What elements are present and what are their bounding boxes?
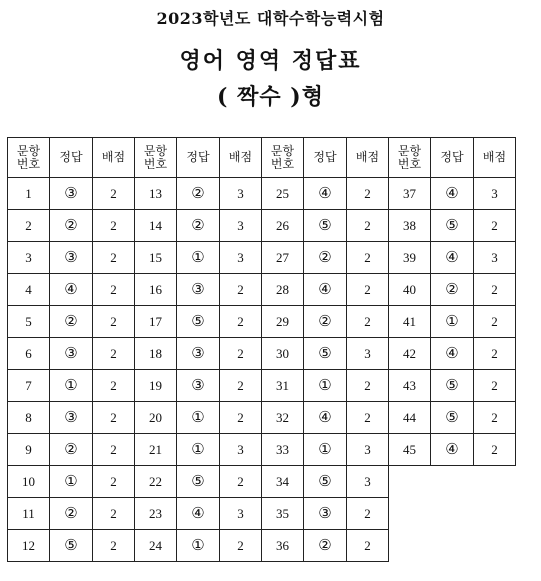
score-cell: 2 [93,338,135,370]
score-cell: 3 [474,242,516,274]
question-number: 25 [262,178,304,210]
question-number: 18 [135,338,177,370]
score-cell: 2 [347,242,389,274]
answer-cell: ⑤ [431,370,474,402]
answer-cell: ② [304,242,347,274]
answer-cell: ④ [304,178,347,210]
question-number: 34 [262,466,304,498]
question-number: 24 [135,530,177,562]
score-cell: 2 [93,402,135,434]
score-cell: 2 [220,466,262,498]
score-cell: 2 [93,498,135,530]
answer-cell: ④ [431,338,474,370]
answer-table [7,137,516,562]
empty-cell [389,498,516,530]
answer-cell: ④ [431,434,474,466]
score-cell: 2 [347,306,389,338]
question-number: 27 [262,242,304,274]
header-question-number: 문항 번호 [389,138,431,178]
score-cell: 2 [347,178,389,210]
score-cell: 2 [347,370,389,402]
score-cell: 2 [347,274,389,306]
answer-cell: ① [431,306,474,338]
answer-cell: ④ [431,178,474,210]
answer-cell: ③ [304,498,347,530]
header-score: 배점 [220,138,262,178]
answer-cell: ① [50,466,93,498]
answer-cell: ③ [50,242,93,274]
answer-cell: ③ [177,370,220,402]
question-number: 3 [8,242,50,274]
answer-cell: ⑤ [304,466,347,498]
question-number: 4 [8,274,50,306]
answer-cell: ② [177,178,220,210]
answer-cell: ④ [431,242,474,274]
answer-cell: ③ [50,178,93,210]
answer-cell: ④ [50,274,93,306]
score-cell: 2 [93,434,135,466]
question-number: 37 [389,178,431,210]
score-cell: 2 [220,370,262,402]
score-cell: 2 [347,402,389,434]
table-row [8,178,516,210]
empty-cell [389,466,516,498]
question-number: 29 [262,306,304,338]
answer-cell: ② [50,306,93,338]
answer-cell: ① [50,370,93,402]
score-cell: 2 [347,210,389,242]
question-number: 45 [389,434,431,466]
question-number: 21 [135,434,177,466]
question-number: 7 [8,370,50,402]
question-number: 11 [8,498,50,530]
score-cell: 2 [474,402,516,434]
score-cell: 3 [347,338,389,370]
score-cell: 2 [220,306,262,338]
answer-cell: ① [177,530,220,562]
answer-cell: ② [304,530,347,562]
exam-title: 2023학년도 대학수학능력시험 [156,9,385,28]
question-number: 23 [135,498,177,530]
score-cell: 2 [93,210,135,242]
question-number: 19 [135,370,177,402]
answer-cell: ① [177,402,220,434]
header-answer: 정답 [177,138,220,178]
answer-cell: ③ [50,402,93,434]
question-number: 13 [135,178,177,210]
table-row [8,370,516,402]
header-answer: 정답 [431,138,474,178]
header-row [8,138,516,178]
score-cell: 2 [474,210,516,242]
question-number: 1 [8,178,50,210]
header-answer: 정답 [304,138,347,178]
question-number: 12 [8,530,50,562]
answer-cell: ② [304,306,347,338]
answer-cell: ② [50,498,93,530]
table-row [8,306,516,338]
score-cell: 2 [93,466,135,498]
table-row [8,466,516,498]
header-question-number: 문항 번호 [8,138,50,178]
question-number: 35 [262,498,304,530]
score-cell: 2 [93,530,135,562]
score-cell: 3 [474,178,516,210]
score-cell: 3 [220,242,262,274]
empty-cell [389,530,516,562]
score-cell: 2 [474,434,516,466]
table-row [8,338,516,370]
question-number: 2 [8,210,50,242]
question-number: 32 [262,402,304,434]
table-row [8,530,516,562]
question-number: 44 [389,402,431,434]
score-cell: 2 [220,338,262,370]
header-question-number: 문항 번호 [262,138,304,178]
question-number: 5 [8,306,50,338]
header-question-number: 문항 번호 [135,138,177,178]
answer-cell: ⑤ [177,466,220,498]
table-row [8,274,516,306]
answer-cell: ⑤ [431,210,474,242]
answer-cell: ③ [177,274,220,306]
document-subtitle: ( 짝수 )형 [217,84,324,110]
question-number: 10 [8,466,50,498]
table-row [8,402,516,434]
answer-cell: ① [177,242,220,274]
answer-cell: ⑤ [50,530,93,562]
score-cell: 2 [220,530,262,562]
score-cell: 3 [220,210,262,242]
question-number: 41 [389,306,431,338]
answer-cell: ⑤ [304,338,347,370]
score-cell: 2 [93,370,135,402]
header-answer: 정답 [50,138,93,178]
table-row [8,498,516,530]
question-number: 9 [8,434,50,466]
answer-cell: ④ [304,402,347,434]
question-number: 26 [262,210,304,242]
answer-cell: ② [177,210,220,242]
answer-cell: ⑤ [177,306,220,338]
document-title: 영어 영역 정답표 [179,48,362,74]
question-number: 38 [389,210,431,242]
score-cell: 2 [347,530,389,562]
header-score: 배점 [347,138,389,178]
question-number: 30 [262,338,304,370]
score-cell: 2 [474,306,516,338]
score-cell: 3 [347,466,389,498]
answer-cell: ① [177,434,220,466]
score-cell: 2 [93,306,135,338]
answer-cell: ② [50,210,93,242]
question-number: 6 [8,338,50,370]
question-number: 43 [389,370,431,402]
question-number: 16 [135,274,177,306]
score-cell: 3 [220,434,262,466]
score-cell: 2 [474,274,516,306]
question-number: 33 [262,434,304,466]
score-cell: 2 [220,402,262,434]
answer-cell: ① [304,434,347,466]
score-cell: 2 [474,338,516,370]
question-number: 22 [135,466,177,498]
answer-cell: ④ [304,274,347,306]
answer-cell: ① [304,370,347,402]
question-number: 31 [262,370,304,402]
header-score: 배점 [474,138,516,178]
header-score: 배점 [93,138,135,178]
answer-cell: ② [50,434,93,466]
score-cell: 2 [474,370,516,402]
answer-cell: ⑤ [431,402,474,434]
question-number: 8 [8,402,50,434]
question-number: 14 [135,210,177,242]
answer-cell: ④ [177,498,220,530]
table-row [8,210,516,242]
score-cell: 2 [93,242,135,274]
score-cell: 2 [93,274,135,306]
question-number: 39 [389,242,431,274]
table-row [8,242,516,274]
answer-cell: ③ [177,338,220,370]
answer-cell: ⑤ [304,210,347,242]
table-row [8,434,516,466]
answer-cell: ③ [50,338,93,370]
score-cell: 2 [220,274,262,306]
question-number: 17 [135,306,177,338]
score-cell: 2 [347,498,389,530]
score-cell: 2 [93,178,135,210]
question-number: 28 [262,274,304,306]
score-cell: 3 [220,498,262,530]
question-number: 42 [389,338,431,370]
score-cell: 3 [347,434,389,466]
question-number: 36 [262,530,304,562]
question-number: 20 [135,402,177,434]
question-number: 40 [389,274,431,306]
answer-cell: ② [431,274,474,306]
question-number: 15 [135,242,177,274]
score-cell: 3 [220,178,262,210]
